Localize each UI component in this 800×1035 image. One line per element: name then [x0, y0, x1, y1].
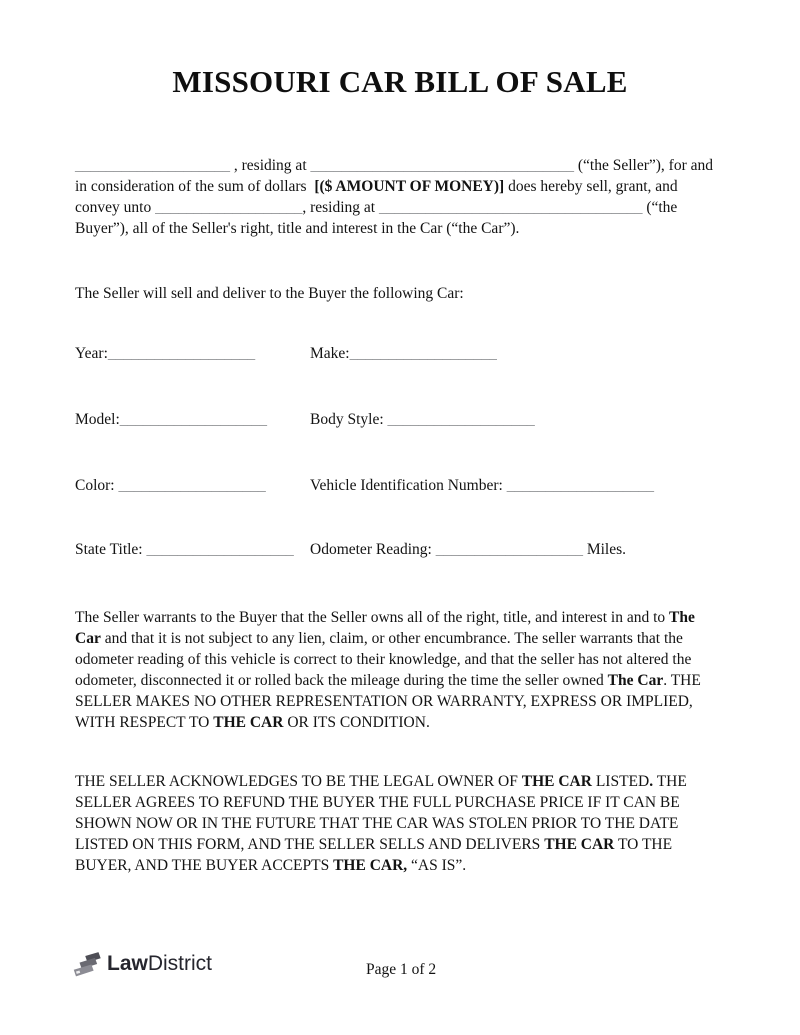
- form-row-statetitle-odometer: [75, 539, 755, 560]
- text-line: [75, 155, 730, 176]
- text-run: .: [649, 773, 654, 790]
- form-row-color-vin: [75, 475, 755, 496]
- text-run: The Seller warrants to the Buyer that the Seller owns all of the right, title, and interest in and to: [75, 609, 670, 626]
- text-run: and that it is not subject to any lien, claim, or other encumbrance. The seller warrants that the: [100, 630, 683, 647]
- seller-address-blank[interactable]: __________________________________: [310, 157, 574, 174]
- text-line: [75, 218, 730, 239]
- text-line: [75, 834, 730, 855]
- text-run: THE CAR,: [333, 857, 408, 874]
- text-run: in consideration of the sum of dollars: [75, 178, 315, 195]
- text-run: (“the: [642, 199, 678, 216]
- text-run: “AS IS”.: [407, 857, 467, 874]
- year-field-blank[interactable]: ___________________: [107, 345, 256, 362]
- text-run: TO THE: [614, 836, 673, 853]
- intro-paragraph: [75, 155, 730, 239]
- warranty-paragraph: [75, 607, 730, 733]
- text-line: [75, 670, 730, 691]
- page-title: MISSOURI CAR BILL OF SALE: [172, 64, 628, 99]
- form-row-model-bodystyle: [75, 409, 755, 430]
- text-run: THE: [653, 773, 687, 790]
- year-field: [75, 343, 255, 364]
- text-run: , residing at: [302, 199, 379, 216]
- text-run: convey unto: [75, 199, 156, 216]
- text-run: odometer, disconnected it or rolled back the mileage during the time the seller owned: [75, 672, 608, 689]
- body-style-label: Body Style:: [310, 411, 388, 428]
- buyer-address-blank[interactable]: __________________________________: [378, 199, 643, 216]
- odometer-field-blank[interactable]: ___________________: [435, 541, 583, 558]
- year-label: Year:: [75, 345, 108, 362]
- page-number: Page 1 of 2: [366, 961, 437, 978]
- text-line: [75, 855, 730, 876]
- text-run: THE CAR: [521, 773, 592, 790]
- state-title-label: State Title:: [75, 541, 147, 558]
- text-run: LISTED: [591, 773, 650, 790]
- text-run: , residing at: [230, 157, 311, 174]
- text-line: [75, 197, 730, 218]
- text-line: [75, 628, 730, 649]
- text-run: odometer reading of this vehicle is correct to their knowledge, and that the seller has not altered the: [75, 651, 692, 668]
- logo-text-law: Law: [107, 952, 148, 975]
- text-run: BUYER, AND THE BUYER ACCEPTS: [75, 857, 334, 874]
- text-run: SHOWN NOW OR IN THE FUTURE THAT THE CAR WAS STOLEN PRIOR TO THE DATE: [75, 815, 679, 832]
- odometer-field: [310, 539, 626, 560]
- text-run: The: [669, 609, 695, 626]
- make-field: [310, 343, 497, 364]
- vin-label: Vehicle Identification Number:: [310, 477, 507, 494]
- text-run: does hereby sell, grant, and: [504, 178, 678, 195]
- text-line: [75, 813, 730, 834]
- text-run: WITH RESPECT TO: [75, 714, 214, 731]
- acknowledgment-paragraph: [75, 771, 730, 876]
- state-title-field: [75, 539, 294, 560]
- text-run: SELLER MAKES NO OTHER REPRESENTATION OR WARRANTY, EXPRESS OR IMPLIED,: [75, 693, 693, 710]
- layered-cards-icon: [72, 950, 102, 978]
- text-line: [75, 607, 730, 628]
- amount-of-money-placeholder: [($ AMOUNT OF MONEY)]: [314, 178, 505, 195]
- model-label: Model:: [75, 411, 120, 428]
- color-field: [75, 475, 266, 496]
- model-field: [75, 409, 267, 430]
- text-run: OR ITS CONDITION.: [283, 714, 430, 731]
- state-title-field-blank[interactable]: ___________________: [146, 541, 294, 558]
- make-label: Make:: [310, 345, 350, 362]
- text-run: The Car: [607, 672, 664, 689]
- vehicle-section-heading: The Seller will sell and deliver to the Buyer the following Car:: [75, 285, 464, 302]
- text-run: . THE: [663, 672, 701, 689]
- text-run: Buyer”), all of the Seller's right, title and interest in the Car (“the Car”).: [75, 220, 520, 237]
- text-run: THE CAR: [213, 714, 284, 731]
- text-run: THE CAR: [544, 836, 615, 853]
- odometer-label: Odometer Reading:: [310, 541, 436, 558]
- body-style-field: [310, 409, 535, 430]
- color-field-blank[interactable]: ___________________: [118, 477, 266, 494]
- model-field-blank[interactable]: ___________________: [119, 411, 268, 428]
- text-line: [75, 792, 730, 813]
- make-field-blank[interactable]: ___________________: [349, 345, 497, 362]
- text-run: SELLER AGREES TO REFUND THE BUYER THE FULL PURCHASE PRICE IF IT CAN BE: [75, 794, 680, 811]
- vin-field: [310, 475, 654, 496]
- color-label: Color:: [75, 477, 119, 494]
- body-style-field-blank[interactable]: ___________________: [387, 411, 535, 428]
- lawdistrict-logo: [72, 950, 212, 978]
- text-line: [75, 712, 730, 733]
- buyer-name-blank[interactable]: ___________________: [155, 199, 303, 216]
- logo-text-district: District: [147, 952, 213, 975]
- text-line: [75, 691, 730, 712]
- text-run: (“the Seller”), for and: [574, 157, 714, 174]
- text-line: [75, 771, 730, 792]
- text-line: [75, 176, 730, 197]
- text-run: Car: [75, 630, 101, 647]
- text-run: THE SELLER ACKNOWLEDGES TO BE THE LEGAL OWNER OF: [75, 773, 522, 790]
- miles-suffix: Miles.: [582, 541, 627, 558]
- seller-name-blank[interactable]: ____________________: [75, 157, 230, 174]
- vin-field-blank[interactable]: ___________________: [506, 477, 654, 494]
- form-row-year-make: [75, 343, 755, 364]
- text-run: LISTED ON THIS FORM, AND THE SELLER SELLS AND DELIVERS: [75, 836, 545, 853]
- text-line: [75, 649, 730, 670]
